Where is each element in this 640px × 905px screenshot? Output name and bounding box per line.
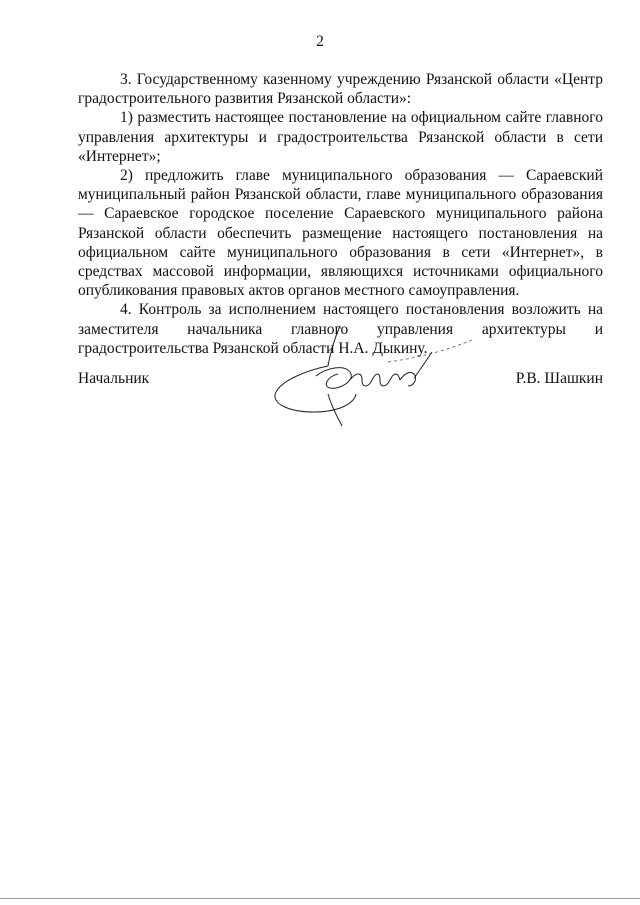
signatory-title: Начальник — [78, 370, 150, 387]
signature-row — [78, 369, 603, 389]
paragraph-3-2: 2) предложить главе муниципального образования — Сараевский муниципальный район Рязанской области, главе муниципального образования — Сараевское городское поселение Сараевского муниципального района Рязанской области обеспечить размещение настоящего постановления на официальном сайте муниципального образования в сети «Интернет», в средствах массовой информации, являющихся источниками официального опубликования правовых актов органов местного самоуправления. — [78, 167, 603, 300]
bottom-divider — [0, 898, 640, 899]
paragraph-4: 4. Контроль за исполнением настоящего постановления возложить на заместителя начальника главного управления архитектуры и градостроительства Рязанской области Н.А. Дыкину. — [78, 301, 603, 357]
signatory-name: Р.В. Шашкин — [515, 370, 603, 387]
page-number: 2 — [316, 33, 324, 50]
paragraph-3: 3. Государственному казенному учреждению Рязанской области «Центр градостроительного развития Рязанской области»: — [78, 71, 603, 108]
document-body — [78, 70, 603, 358]
paragraph-3-1: 1) разместить настоящее постановление на официальном сайте главного управления архитектуры и градостроительства Рязанской области в сети «Интернет»; — [78, 109, 603, 165]
